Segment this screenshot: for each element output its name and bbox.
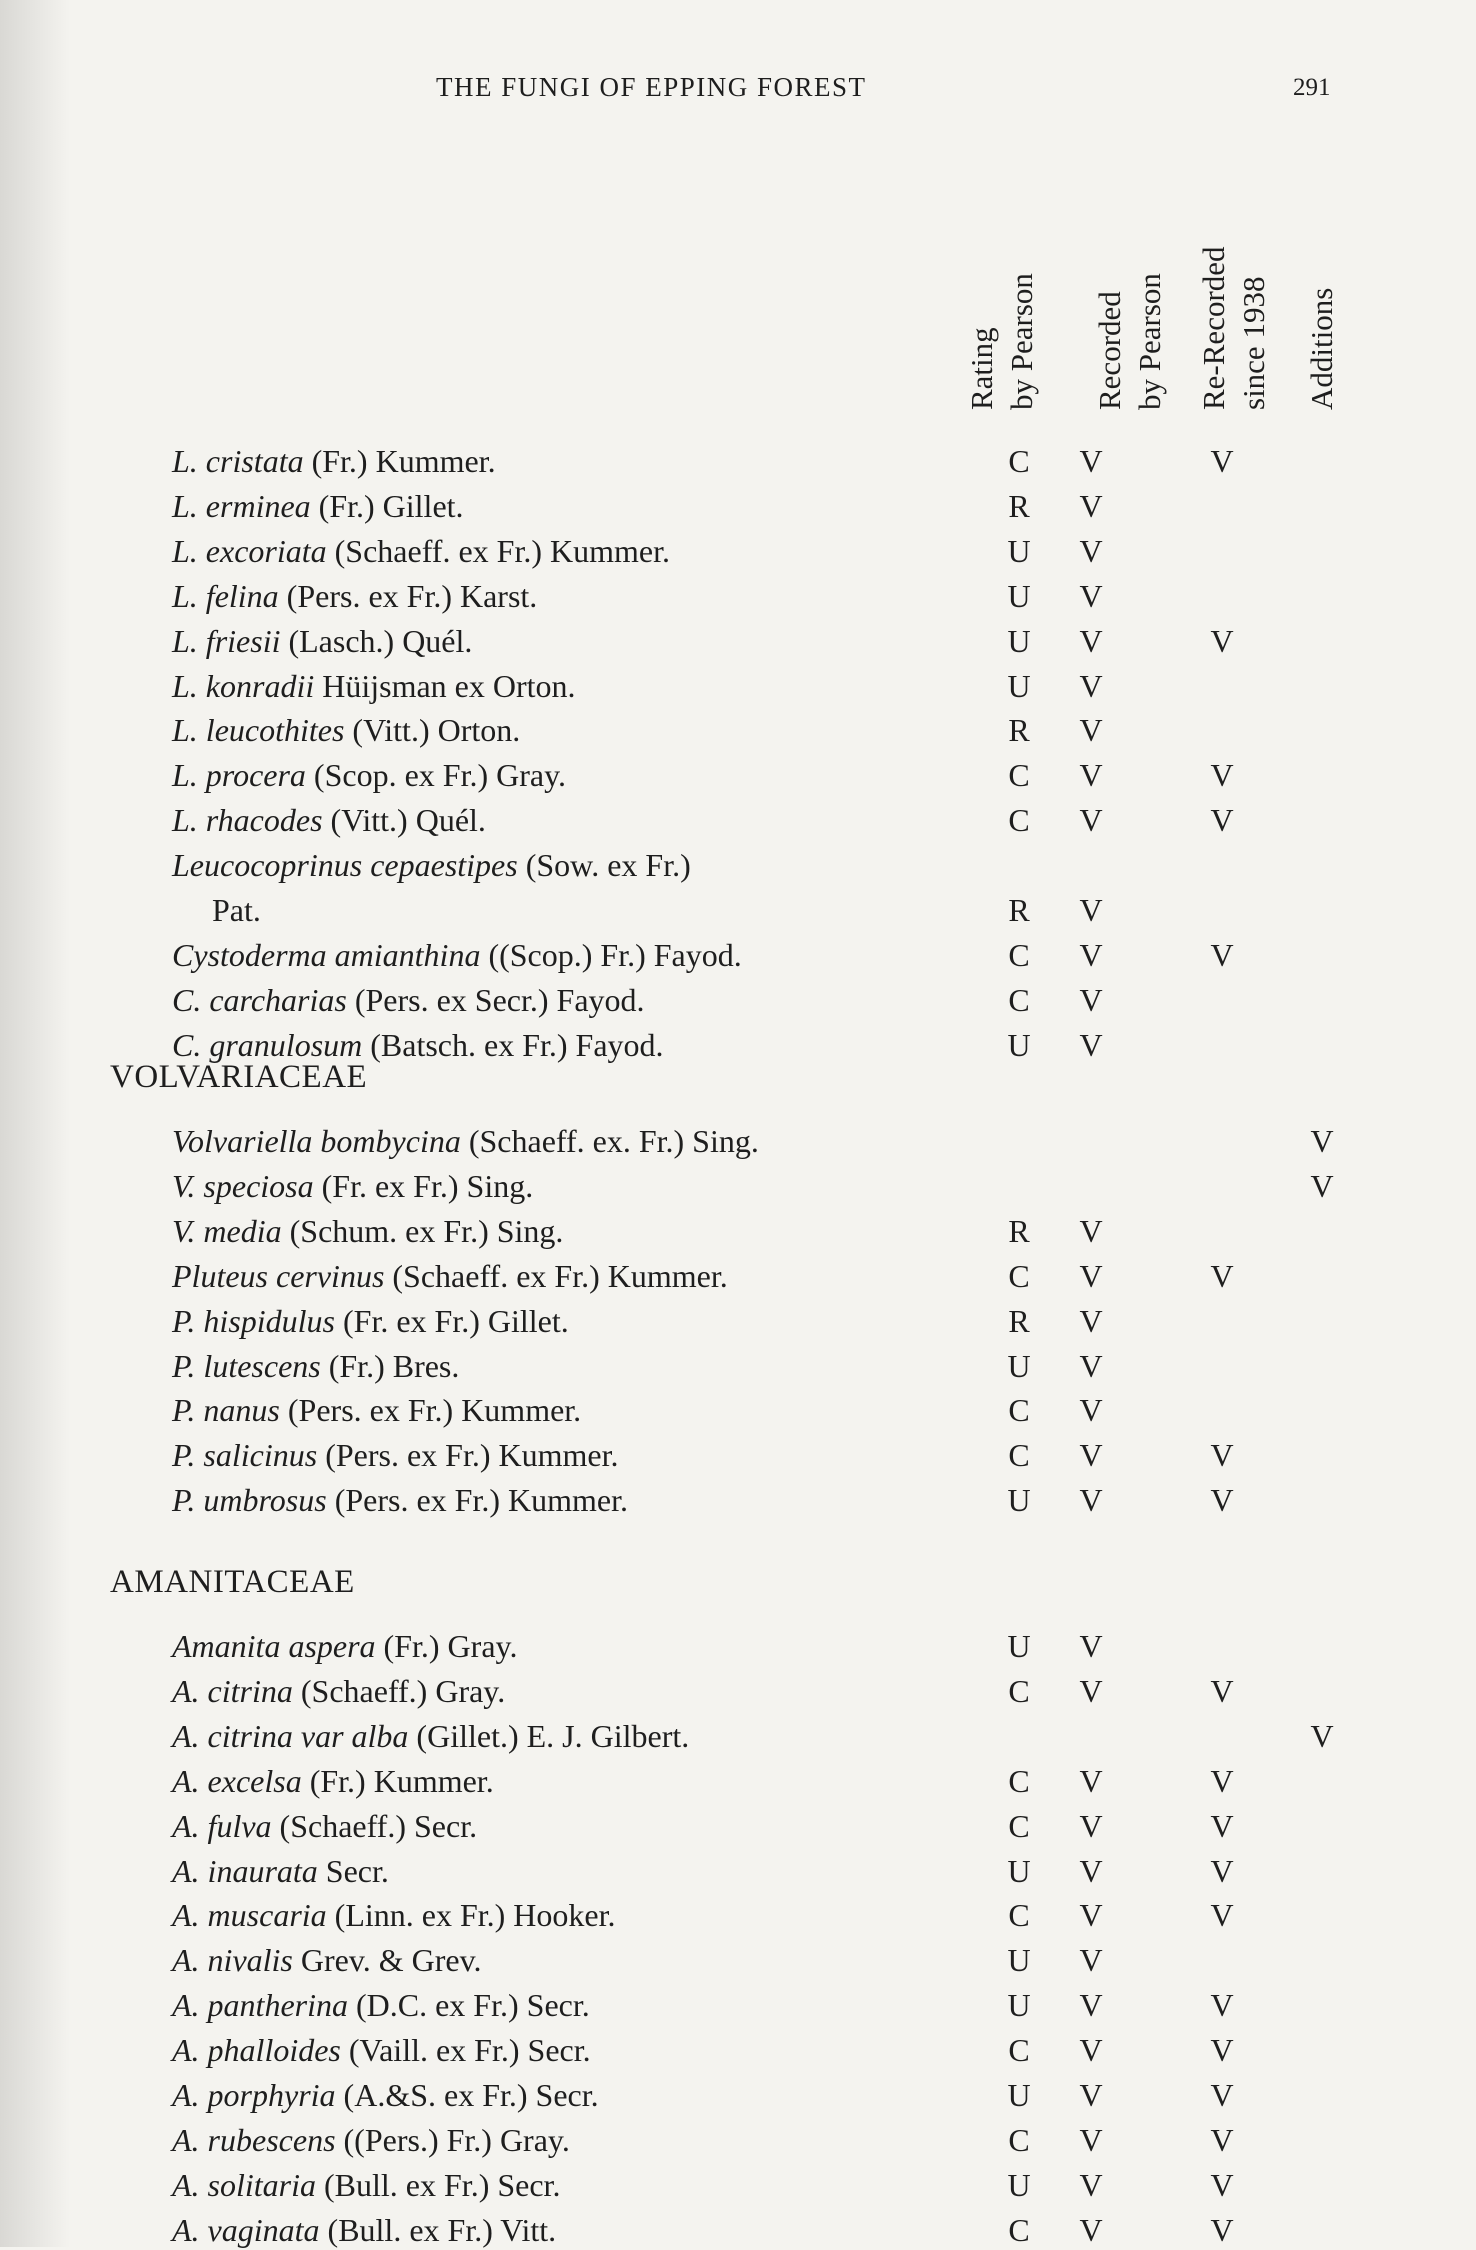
- rating-cell: R: [1008, 488, 1030, 524]
- rerecorded-cell: V: [1210, 1258, 1234, 1294]
- authority: (Pers. ex Fr.) Kummer.: [325, 1437, 619, 1473]
- authority: (Fr. ex Fr.) Sing.: [321, 1168, 534, 1204]
- epithet: amianthina: [334, 937, 481, 973]
- column-header-recorded: Recorded by Pearson: [1092, 273, 1167, 410]
- rating-cell: C: [1008, 1258, 1030, 1294]
- rating-cell: U: [1007, 533, 1031, 569]
- authority: (Scop. ex Fr.) Gray.: [313, 757, 567, 793]
- species-name: [172, 1851, 389, 1891]
- genus: L.: [172, 578, 198, 614]
- genus: A.: [172, 1673, 200, 1709]
- genus: L.: [172, 802, 198, 838]
- rerecorded-cell: V: [1210, 1987, 1234, 2023]
- species-name: [172, 1940, 482, 1980]
- rating-cell: C: [1008, 802, 1030, 838]
- genus: A.: [172, 1853, 200, 1889]
- authority: (Schum. ex Fr.) Sing.: [289, 1213, 564, 1249]
- rating-cell: U: [1007, 1027, 1031, 1063]
- rerecorded-cell: V: [1210, 623, 1234, 659]
- epithet: vaginata: [207, 2212, 320, 2248]
- species-row: [0, 2165, 1476, 2205]
- rerecorded-cell: V: [1210, 2122, 1234, 2158]
- species-name: [172, 1895, 616, 1935]
- recorded-cell: V: [1079, 1853, 1103, 1889]
- authority: Secr.: [325, 1853, 389, 1889]
- rating-cell: C: [1008, 2212, 1030, 2248]
- rerecorded-cell: V: [1210, 1673, 1234, 1709]
- authority: (Fr.) Kummer.: [309, 1763, 494, 1799]
- genus: Volvariella: [172, 1123, 313, 1159]
- species-row: [0, 621, 1476, 661]
- species-row: [0, 441, 1476, 481]
- recorded-cell: V: [1079, 2167, 1103, 2203]
- species-name: [172, 1716, 689, 1756]
- epithet: granulosum: [209, 1027, 363, 1063]
- authority: (Fr.) Kummer.: [311, 443, 496, 479]
- rating-cell: U: [1007, 2077, 1031, 2113]
- species-name: [172, 1761, 494, 1801]
- recorded-cell: V: [1079, 1303, 1103, 1339]
- species-row: [0, 1671, 1476, 1711]
- rating-cell: C: [1008, 1392, 1030, 1428]
- epithet: felina: [205, 578, 279, 614]
- rerecorded-cell: V: [1210, 2212, 1234, 2248]
- species-row: [0, 2120, 1476, 2160]
- genus: L.: [172, 533, 198, 569]
- authority: (D.C. ex Fr.) Secr.: [355, 1987, 590, 2023]
- recorded-cell: V: [1079, 937, 1103, 973]
- authority: (Schaeff.) Gray.: [300, 1673, 506, 1709]
- recorded-cell: V: [1079, 1348, 1103, 1384]
- rerecorded-cell: V: [1210, 937, 1234, 973]
- addition-cell: V: [1310, 1168, 1334, 1204]
- epithet: phalloides: [207, 2032, 341, 2068]
- genus: L.: [172, 623, 198, 659]
- species-name: [172, 2210, 556, 2250]
- species-row: [0, 710, 1476, 750]
- species-row: [0, 1480, 1476, 1520]
- species-row: [0, 800, 1476, 840]
- species-row: [0, 755, 1476, 795]
- epithet: aspera: [288, 1628, 376, 1664]
- species-row: [0, 2075, 1476, 2115]
- rating-cell: U: [1007, 578, 1031, 614]
- rerecorded-cell: V: [1210, 443, 1234, 479]
- species-name: [172, 1480, 628, 1520]
- recorded-cell: V: [1079, 757, 1103, 793]
- species-row: [0, 1121, 1476, 1161]
- species-name: [172, 710, 520, 750]
- authority: (Vitt.) Orton.: [352, 712, 521, 748]
- species-row: [0, 1895, 1476, 1935]
- rating-cell: C: [1008, 1897, 1030, 1933]
- recorded-cell: V: [1079, 668, 1103, 704]
- epithet: cristata: [205, 443, 304, 479]
- recorded-cell: V: [1079, 443, 1103, 479]
- genus: P.: [172, 1437, 196, 1473]
- recorded-cell: V: [1079, 2122, 1103, 2158]
- column-header-rerecorded: Re-Recorded since 1938: [1196, 246, 1271, 410]
- species-name: [172, 1211, 563, 1251]
- recorded-cell: V: [1079, 982, 1103, 1018]
- rating-cell: C: [1008, 1437, 1030, 1473]
- rating-cell: U: [1007, 1482, 1031, 1518]
- genus: A.: [172, 1718, 200, 1754]
- genus: L.: [172, 757, 198, 793]
- epithet: muscaria: [207, 1897, 327, 1933]
- recorded-cell: V: [1079, 2077, 1103, 2113]
- epithet: speciosa: [203, 1168, 314, 1204]
- species-name: [172, 576, 537, 616]
- authority: ((Pers.) Fr.) Gray.: [343, 2122, 570, 2158]
- rating-cell: R: [1008, 892, 1030, 928]
- rating-cell: C: [1008, 937, 1030, 973]
- epithet: rhacodes: [205, 802, 323, 838]
- species-row: [0, 1716, 1476, 1756]
- authority: (Pers. ex Secr.) Fayod.: [354, 982, 645, 1018]
- recorded-cell: V: [1079, 1027, 1103, 1063]
- species-row: [0, 1390, 1476, 1430]
- rerecorded-cell: V: [1210, 1897, 1234, 1933]
- species-row: [0, 1166, 1476, 1206]
- authority: (Vaill. ex Fr.) Secr.: [348, 2032, 591, 2068]
- authority: (Pers. ex Fr.) Kummer.: [287, 1392, 582, 1428]
- authority: Grev. & Grev.: [300, 1942, 482, 1978]
- species-row: [0, 1806, 1476, 1846]
- epithet: leucothites: [205, 712, 345, 748]
- genus: A.: [172, 2167, 200, 2203]
- addition-cell: V: [1310, 1718, 1334, 1754]
- recorded-cell: V: [1079, 2212, 1103, 2248]
- epithet: fulva: [207, 1808, 272, 1844]
- species-name: [172, 1256, 728, 1296]
- authority: (Pers. ex Fr.) Kummer.: [334, 1482, 628, 1518]
- epithet: procera: [205, 757, 306, 793]
- recorded-cell: V: [1079, 533, 1103, 569]
- rating-cell: U: [1007, 623, 1031, 659]
- genus: Pluteus: [172, 1258, 268, 1294]
- species-row: [0, 1940, 1476, 1980]
- recorded-cell: V: [1079, 488, 1103, 524]
- species-row: [0, 1761, 1476, 1801]
- epithet: excoriata: [205, 533, 327, 569]
- rerecorded-cell: V: [1210, 1437, 1234, 1473]
- recorded-cell: V: [1079, 2032, 1103, 2068]
- rating-cell: C: [1008, 1763, 1030, 1799]
- running-title: THE FUNGI OF EPPING FOREST: [436, 72, 867, 102]
- recorded-cell: V: [1079, 1987, 1103, 2023]
- species-name: [172, 1435, 619, 1475]
- species-name: [172, 1166, 533, 1206]
- epithet: konradii: [205, 668, 315, 704]
- species-name: [172, 1671, 505, 1711]
- genus: Leucocoprinus: [172, 847, 363, 883]
- recorded-cell: V: [1079, 1392, 1103, 1428]
- genus: L.: [172, 488, 198, 524]
- species-row: [0, 1211, 1476, 1251]
- authority: Hüijsman ex Orton.: [322, 668, 576, 704]
- authority: (Batsch. ex Fr.) Fayod.: [370, 1027, 664, 1063]
- species-row: [0, 2210, 1476, 2250]
- rating-cell: C: [1008, 982, 1030, 1018]
- recorded-cell: V: [1079, 578, 1103, 614]
- rating-cell: C: [1008, 2122, 1030, 2158]
- species-name: [172, 666, 576, 706]
- authority: (Gillet.) E. J. Gilbert.: [416, 1718, 690, 1754]
- genus: A.: [172, 1808, 200, 1844]
- epithet: citrina var alba: [207, 1718, 409, 1754]
- rating-cell: U: [1007, 1628, 1031, 1664]
- recorded-cell: V: [1079, 1673, 1103, 1709]
- rating-cell: U: [1007, 2167, 1031, 2203]
- authority: (Fr.) Gray.: [383, 1628, 518, 1664]
- rating-cell: C: [1008, 443, 1030, 479]
- species-name: [172, 1121, 759, 1161]
- species-row: [0, 890, 1476, 930]
- genus: C.: [172, 982, 202, 1018]
- authority: ((Scop.) Fr.) Fayod.: [488, 937, 742, 973]
- epithet: friesii: [205, 623, 281, 659]
- recorded-cell: V: [1079, 1763, 1103, 1799]
- epithet: lutescens: [203, 1348, 321, 1384]
- epithet: nanus: [203, 1392, 280, 1428]
- epithet: hispidulus: [203, 1303, 335, 1339]
- epithet: carcharias: [209, 982, 347, 1018]
- rating-cell: C: [1008, 2032, 1030, 2068]
- rating-cell: U: [1007, 1987, 1031, 2023]
- authority: (A.&S. ex Fr.) Secr.: [343, 2077, 599, 2113]
- rerecorded-cell: V: [1210, 1853, 1234, 1889]
- page-number: 291: [1293, 74, 1331, 101]
- genus: Cystoderma: [172, 937, 327, 973]
- species-row: [0, 576, 1476, 616]
- authority: (Fr.) Bres.: [328, 1348, 460, 1384]
- genus: A.: [172, 1897, 200, 1933]
- species-name: [172, 1390, 581, 1430]
- epithet: inaurata: [207, 1853, 318, 1889]
- authority: (Sow. ex Fr.): [525, 847, 691, 883]
- genus: Amanita: [172, 1628, 281, 1664]
- recorded-cell: V: [1079, 1213, 1103, 1249]
- authority: (Bull. ex Fr.) Vitt.: [327, 2212, 557, 2248]
- rating-cell: U: [1007, 1853, 1031, 1889]
- epithet: rubescens: [207, 2122, 336, 2158]
- recorded-cell: V: [1079, 802, 1103, 838]
- rerecorded-cell: V: [1210, 1808, 1234, 1844]
- epithet: porphyria: [207, 2077, 336, 2113]
- recorded-cell: V: [1079, 1437, 1103, 1473]
- authority: (Pers. ex Fr.) Karst.: [286, 578, 538, 614]
- genus: V.: [172, 1213, 196, 1249]
- recorded-cell: V: [1079, 1808, 1103, 1844]
- genus: L.: [172, 668, 198, 704]
- species-row: [0, 1346, 1476, 1386]
- species-name: [212, 890, 261, 930]
- epithet: bombycina: [320, 1123, 461, 1159]
- authority: (Bull. ex Fr.) Secr.: [324, 2167, 561, 2203]
- species-name: [172, 2120, 570, 2160]
- rating-cell: C: [1008, 1808, 1030, 1844]
- genus: P.: [172, 1303, 196, 1339]
- authority: (Fr. ex Fr.) Gillet.: [343, 1303, 569, 1339]
- species-row: [0, 666, 1476, 706]
- authority: (Schaeff.) Secr.: [279, 1808, 478, 1844]
- authority: Pat.: [212, 892, 261, 928]
- species-name: [172, 2165, 560, 2205]
- rating-cell: U: [1007, 1942, 1031, 1978]
- genus: A.: [172, 2032, 200, 2068]
- species-row: [0, 980, 1476, 1020]
- authority: (Linn. ex Fr.) Hooker.: [334, 1897, 616, 1933]
- rerecorded-cell: V: [1210, 1763, 1234, 1799]
- recorded-cell: V: [1079, 1942, 1103, 1978]
- authority: (Schaeff. ex Fr.) Kummer.: [392, 1258, 728, 1294]
- epithet: pantherina: [207, 1987, 348, 2023]
- recorded-cell: V: [1079, 1628, 1103, 1664]
- epithet: erminea: [205, 488, 311, 524]
- section-heading: AMANITACEAE: [110, 1564, 355, 1600]
- authority: (Fr.) Gillet.: [318, 488, 464, 524]
- genus: A.: [172, 2077, 200, 2113]
- rating-cell: R: [1008, 1213, 1030, 1249]
- authority: (Vitt.) Quél.: [330, 802, 486, 838]
- recorded-cell: V: [1079, 1258, 1103, 1294]
- species-row: [0, 1301, 1476, 1341]
- rerecorded-cell: V: [1210, 2167, 1234, 2203]
- species-name: [172, 2030, 591, 2070]
- epithet: umbrosus: [203, 1482, 327, 1518]
- species-row: [0, 845, 1476, 885]
- species-name: [172, 1626, 517, 1666]
- genus: A.: [172, 1987, 200, 2023]
- species-name: [172, 755, 566, 795]
- recorded-cell: V: [1079, 892, 1103, 928]
- species-row: [0, 1985, 1476, 2025]
- species-name: [172, 980, 645, 1020]
- species-name: [172, 2075, 599, 2115]
- rating-cell: R: [1008, 712, 1030, 748]
- epithet: excelsa: [207, 1763, 302, 1799]
- epithet: solitaria: [207, 2167, 317, 2203]
- species-name: [172, 486, 464, 526]
- column-header-rating: Rating by Pearson: [964, 273, 1039, 410]
- genus: L.: [172, 712, 198, 748]
- epithet: citrina: [207, 1673, 293, 1709]
- genus: A.: [172, 2122, 200, 2158]
- species-row: [0, 486, 1476, 526]
- species-row: [0, 1435, 1476, 1475]
- species-row: [0, 1851, 1476, 1891]
- recorded-cell: V: [1079, 623, 1103, 659]
- rerecorded-cell: V: [1210, 1482, 1234, 1518]
- epithet: media: [203, 1213, 282, 1249]
- genus: A.: [172, 1763, 200, 1799]
- species-name: [172, 845, 691, 885]
- genus: P.: [172, 1348, 196, 1384]
- species-name: [172, 441, 496, 481]
- species-name: [172, 1985, 590, 2025]
- authority: (Schaeff. ex Fr.) Kummer.: [334, 533, 670, 569]
- species-row: [0, 935, 1476, 975]
- species-name: [172, 800, 486, 840]
- genus: V.: [172, 1168, 196, 1204]
- genus: P.: [172, 1392, 196, 1428]
- authority: (Lasch.) Quél.: [288, 623, 473, 659]
- species-row: [0, 531, 1476, 571]
- rerecorded-cell: V: [1210, 2032, 1234, 2068]
- column-header-additions: Additions: [1304, 287, 1339, 410]
- rerecorded-cell: V: [1210, 2077, 1234, 2113]
- genus: L.: [172, 443, 198, 479]
- species-name: [172, 935, 742, 975]
- addition-cell: V: [1310, 1123, 1334, 1159]
- species-name: [172, 1806, 477, 1846]
- epithet: cepaestipes: [370, 847, 518, 883]
- species-row: [0, 1256, 1476, 1296]
- section-heading: VOLVARIACEAE: [110, 1059, 368, 1095]
- species-name: [172, 1301, 569, 1341]
- species-name: [172, 531, 670, 571]
- rating-cell: U: [1007, 1348, 1031, 1384]
- species-name: [172, 1346, 459, 1386]
- genus: C.: [172, 1027, 202, 1063]
- rerecorded-cell: V: [1210, 802, 1234, 838]
- species-row: [0, 1626, 1476, 1666]
- rating-cell: C: [1008, 757, 1030, 793]
- epithet: salicinus: [203, 1437, 318, 1473]
- species-name: [172, 621, 472, 661]
- running-header: [0, 72, 1476, 112]
- species-row: [0, 2030, 1476, 2070]
- genus: P.: [172, 1482, 196, 1518]
- authority: (Schaeff. ex. Fr.) Sing.: [468, 1123, 759, 1159]
- rating-cell: C: [1008, 1673, 1030, 1709]
- recorded-cell: V: [1079, 1897, 1103, 1933]
- epithet: cervinus: [275, 1258, 385, 1294]
- recorded-cell: V: [1079, 1482, 1103, 1518]
- rating-cell: U: [1007, 668, 1031, 704]
- genus: A.: [172, 1942, 200, 1978]
- rerecorded-cell: V: [1210, 757, 1234, 793]
- recorded-cell: V: [1079, 712, 1103, 748]
- rating-cell: R: [1008, 1303, 1030, 1339]
- epithet: nivalis: [207, 1942, 293, 1978]
- genus: A.: [172, 2212, 200, 2248]
